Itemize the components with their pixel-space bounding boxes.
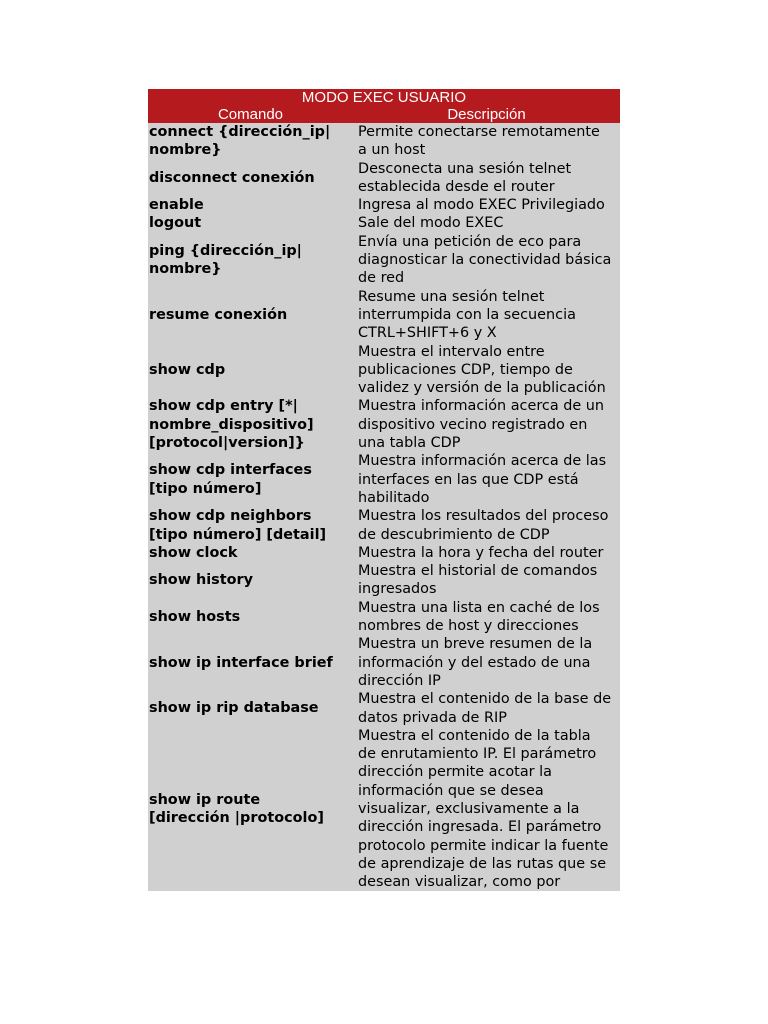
table-row (148, 727, 620, 892)
column-header-command: Comando (148, 106, 353, 123)
description-text: protocolo permite indicar la fuente (358, 837, 609, 854)
table-title-row (148, 89, 620, 106)
command-text: show cdp neighbors (149, 508, 312, 525)
description-text: Muestra el intervalo entre (358, 343, 545, 360)
description-cell (353, 123, 620, 160)
command-cell (148, 727, 353, 892)
command-text: [dirección |protocolo] (149, 810, 324, 827)
command-text: nombre} (149, 261, 222, 278)
command-cell (148, 288, 353, 343)
description-text: establecida desde el router (358, 178, 555, 195)
command-text: enable (149, 197, 204, 214)
description-text: Muestra los resultados del proceso (358, 508, 609, 525)
description-text: publicaciones CDP, tiempo de (358, 361, 573, 378)
description-cell (353, 562, 620, 599)
description-text: de red (358, 270, 405, 287)
command-cell (148, 233, 353, 288)
command-text: show hosts (149, 608, 241, 625)
command-cell (148, 507, 353, 544)
description-cell (353, 599, 620, 636)
description-cell (353, 635, 620, 690)
description-text: Muestra una lista en caché de los (358, 599, 600, 616)
description-text: Ingresa al modo EXEC Privilegiado (358, 197, 605, 214)
description-text: de enrutamiento IP. El parámetro (358, 746, 597, 763)
command-cell (148, 160, 353, 197)
description-cell (353, 288, 620, 343)
table-row (148, 599, 620, 636)
table-row (148, 507, 620, 544)
command-text: resume conexión (149, 306, 288, 323)
description-text: Envía una petición de eco para (358, 233, 582, 250)
table-row (148, 123, 620, 160)
description-cell (353, 214, 620, 232)
description-text: una tabla CDP (358, 435, 461, 452)
description-text: habilitado (358, 489, 430, 506)
description-text: Muestra información acerca de las (358, 453, 607, 470)
description-text: Muestra información acerca de un (358, 398, 605, 415)
description-text: Muestra la hora y fecha del router (358, 544, 604, 561)
table-row (148, 397, 620, 452)
command-cell (148, 343, 353, 398)
description-text: desean visualizar, como por (358, 874, 561, 891)
table-title: MODO EXEC USUARIO (148, 89, 620, 106)
table-row (148, 343, 620, 398)
description-text: de descubrimiento de CDP (358, 526, 550, 543)
description-text: interfaces en las que CDP está (358, 471, 579, 488)
command-cell (148, 544, 353, 562)
description-text: información y del estado de una (358, 654, 591, 671)
description-cell (353, 452, 620, 507)
command-cell (148, 196, 353, 214)
command-text: show clock (149, 544, 238, 561)
table-row (148, 233, 620, 288)
command-text: connect {dirección_ip| (149, 124, 331, 140)
description-text: Desconecta una sesión telnet (358, 160, 572, 177)
description-text: visualizar, exclusivamente a la (358, 800, 580, 817)
description-text: dispositivo vecino registrado en (358, 416, 588, 433)
command-text: show ip rip database (149, 700, 319, 717)
description-text: validez y versión de la publicación (358, 380, 606, 397)
command-table (148, 89, 620, 891)
table-row (148, 544, 620, 562)
description-text: Sale del modo EXEC (358, 215, 504, 232)
command-cell (148, 690, 353, 727)
table-row (148, 635, 620, 690)
description-text: dirección permite acotar la (358, 764, 552, 781)
description-text: interrumpida con la secuencia (358, 306, 576, 323)
description-text: información que se desea (358, 782, 544, 799)
command-cell (148, 635, 353, 690)
command-text: show history (149, 572, 253, 589)
command-text: nombre} (149, 142, 222, 159)
description-text: Muestra un breve resumen de la (358, 636, 593, 653)
command-cell (148, 123, 353, 160)
description-text: dirección IP (358, 672, 441, 689)
description-cell (353, 690, 620, 727)
description-text: de aprendizaje de las rutas que se (358, 855, 607, 872)
command-cell (148, 397, 353, 452)
description-cell (353, 160, 620, 197)
table-header-row (148, 106, 620, 123)
command-text: nombre_dispositivo] (149, 416, 314, 433)
description-text: Permite conectarse remotamente (358, 124, 600, 140)
description-cell (353, 727, 620, 892)
description-text: a un host (358, 142, 426, 159)
command-text: show cdp (149, 361, 226, 378)
table-row (148, 160, 620, 197)
command-text: [protocol|version]} (149, 435, 305, 452)
description-text: datos privada de RIP (358, 709, 507, 726)
command-text: show ip route (149, 791, 261, 808)
table-row (148, 196, 620, 214)
description-cell (353, 343, 620, 398)
command-text: logout (149, 215, 202, 232)
table-body (148, 123, 620, 891)
description-text: Muestra el contenido de la base de (358, 691, 612, 708)
table-row (148, 214, 620, 232)
command-text: disconnect conexión (149, 169, 315, 186)
command-cell (148, 214, 353, 232)
command-cell (148, 562, 353, 599)
table-row (148, 288, 620, 343)
command-text: show ip interface brief (149, 654, 333, 671)
column-header-description: Descripción (353, 106, 620, 123)
description-text: dirección ingresada. El parámetro (358, 819, 602, 836)
description-text: Resume una sesión telnet (358, 288, 545, 305)
command-cell (148, 599, 353, 636)
description-text: Muestra el historial de comandos (358, 563, 598, 580)
table-row (148, 690, 620, 727)
description-cell (353, 397, 620, 452)
command-text: show cdp interfaces (149, 462, 312, 479)
command-text: ping {dirección_ip| (149, 242, 302, 259)
description-text: CTRL+SHIFT+6 y X (358, 325, 497, 342)
command-text: [tipo número] [detail] (149, 526, 327, 543)
description-text: Muestra el contenido de la tabla (358, 727, 591, 744)
table-row (148, 562, 620, 599)
command-text: [tipo número] (149, 480, 262, 497)
description-cell (353, 507, 620, 544)
table-row (148, 452, 620, 507)
description-text: ingresados (358, 581, 437, 598)
command-cell (148, 452, 353, 507)
description-cell (353, 196, 620, 214)
description-text: nombres de host y direcciones (358, 618, 579, 635)
command-text: show cdp entry [*| (149, 398, 298, 415)
description-cell (353, 233, 620, 288)
description-text: diagnosticar la conectividad básica (358, 252, 612, 269)
description-cell (353, 544, 620, 562)
